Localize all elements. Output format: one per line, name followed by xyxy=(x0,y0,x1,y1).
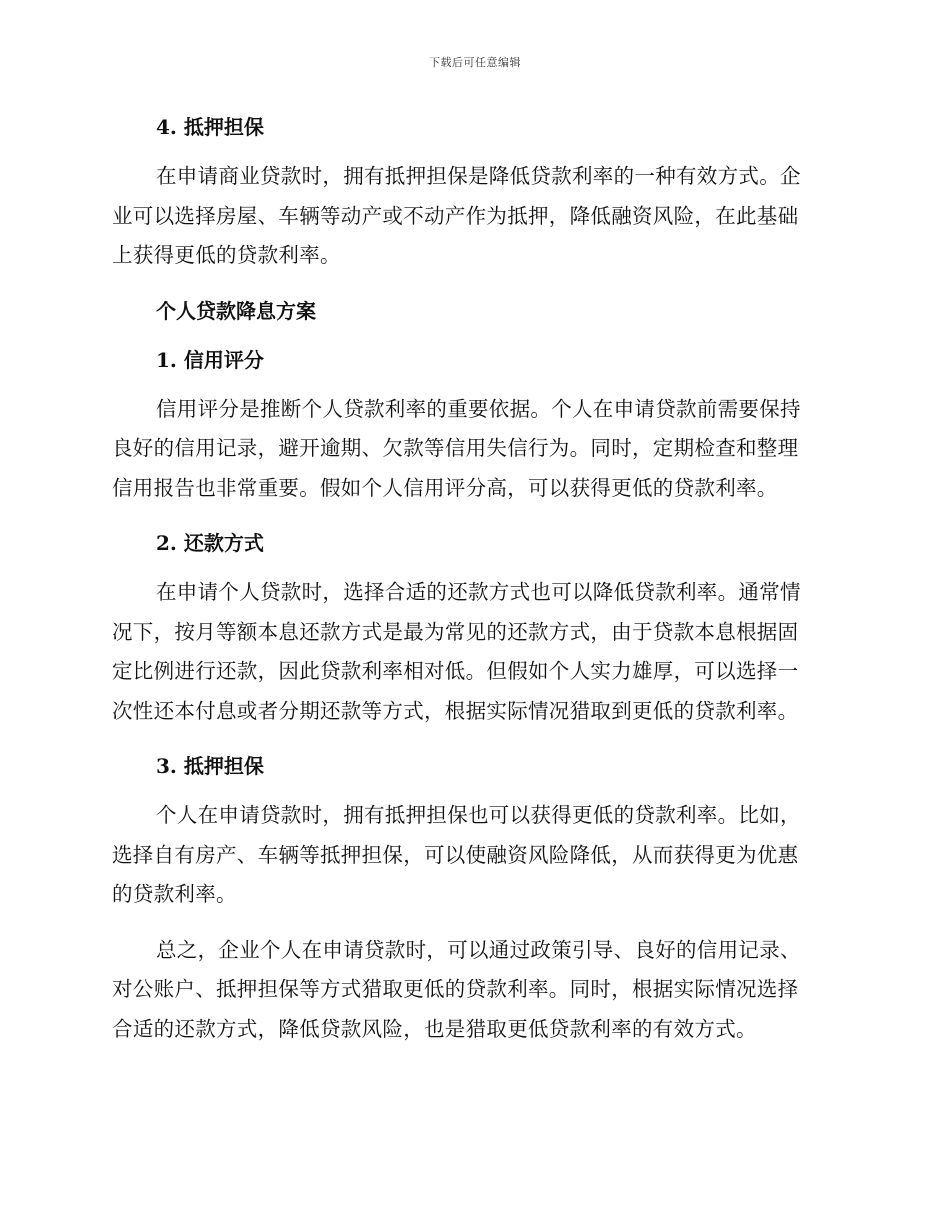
paragraph-line: 选择自有房产、车辆等抵押担保，可以使融资风险降低，从而获得更为优惠 xyxy=(112,842,799,867)
paragraph-enterprise-collateral xyxy=(112,157,834,276)
paragraph-personal-collateral xyxy=(112,796,834,915)
paragraph-conclusion xyxy=(112,931,834,1050)
paragraph-credit-score xyxy=(112,390,834,509)
paragraph-line: 的贷款利率。 xyxy=(112,882,237,906)
paragraph-repayment-method xyxy=(112,573,834,731)
section-heading-personal-collateral: 3. 抵押担保 xyxy=(156,754,264,778)
document-body xyxy=(112,108,834,1065)
paragraph-line: 个人在申请贷款时，拥有抵押担保也可以获得更低的贷款利率。比如， xyxy=(156,803,801,827)
section-heading-credit-score: 1. 信用评分 xyxy=(156,347,264,372)
paragraph-line: 信用评分是推断个人贷款利率的重要依据。个人在申请贷款前需要保持 xyxy=(156,396,801,421)
paragraph-line: 对公账户、抵押担保等方式猎取更低的贷款利率。同时，根据实际情况选择 xyxy=(112,977,799,1001)
paragraph-line: 合适的还款方式，降低贷款风险，也是猎取更低贷款利率的有效方式。 xyxy=(112,1016,757,1041)
paragraph-line: 良好的信用记录，避开逾期、欠款等信用失信行为。同时，定期检查和整理 xyxy=(112,436,799,460)
page-header: 下载后可任意编辑 xyxy=(429,56,521,69)
paragraph-line: 况下，按月等额本息还款方式是最为常见的还款方式，由于贷款本息根据固 xyxy=(112,619,799,644)
paragraph-line: 次性还本付息或者分期还款等方式，根据实际情况猎取到更低的贷款利率。 xyxy=(112,698,799,723)
section-heading-repayment-method: 2. 还款方式 xyxy=(156,531,264,555)
section-heading-enterprise-collateral: 4. 抵押担保 xyxy=(156,115,264,139)
paragraph-line: 在申请个人贷款时，选择合适的还款方式也可以降低贷款利率。通常情 xyxy=(156,580,801,604)
paragraph-line: 在申请商业贷款时，拥有抵押担保是降低贷款利率的一种有效方式。企 xyxy=(156,164,801,188)
paragraph-line: 业可以选择房屋、车辆等动产或不动产作为抵押，降低融资风险，在此基础 xyxy=(112,203,799,228)
paragraph-line: 信用报告也非常重要。假如个人信用评分高，可以获得更低的贷款利率。 xyxy=(112,475,778,500)
paragraph-line: 上获得更低的贷款利率。 xyxy=(112,243,341,267)
section-heading-personal-loan-plan: 个人贷款降息方案 xyxy=(156,298,316,323)
paragraph-line: 总之，企业个人在申请贷款时，可以通过政策引导、良好的信用记录、 xyxy=(156,937,801,962)
paragraph-line: 定比例进行还款，因此贷款利率相对低。但假如个人实力雄厚，可以选择一 xyxy=(112,659,799,683)
